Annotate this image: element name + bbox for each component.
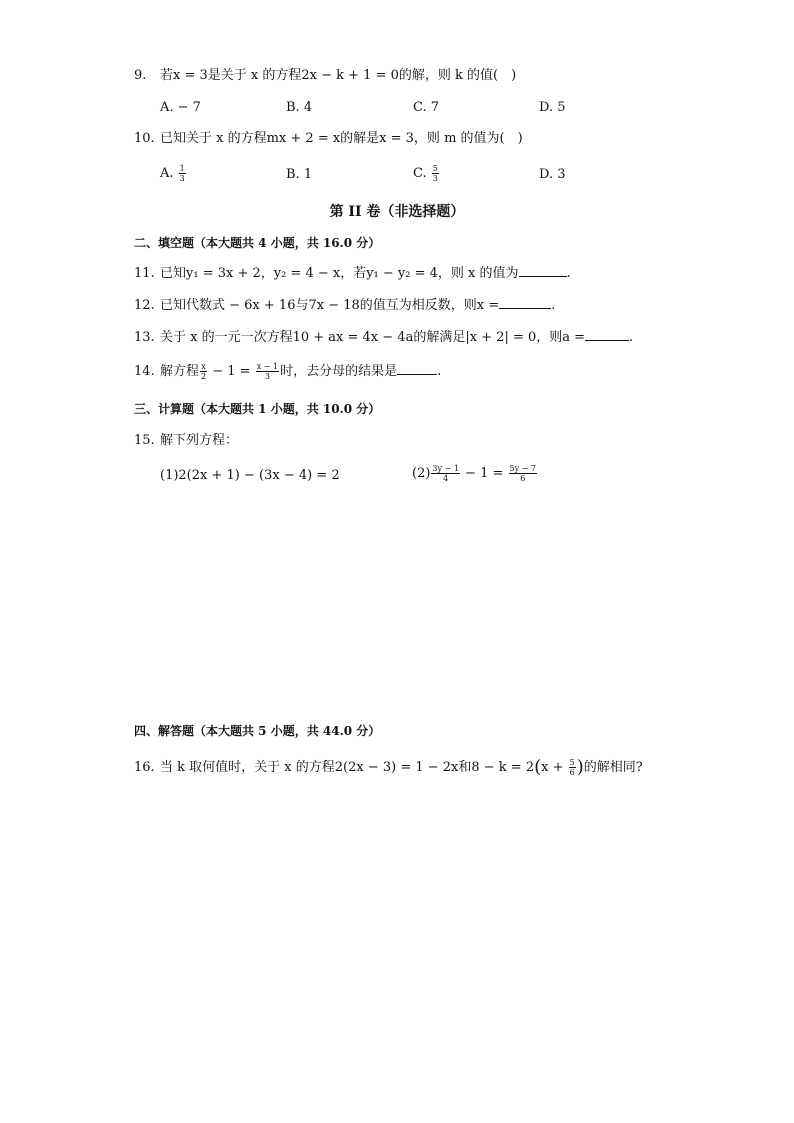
- section-heading: 四、解答题（本大题共 5 小题，共 44.0 分）: [134, 724, 381, 738]
- question-12: [134, 296, 555, 315]
- fraction: [431, 464, 460, 483]
- fraction: [256, 362, 279, 381]
- denominator: 2: [201, 372, 207, 381]
- fraction: [509, 464, 538, 483]
- question-11: [134, 264, 571, 283]
- equation-part: − 1 =: [208, 364, 255, 379]
- section-heading: 三、计算题（本大题共 1 小题，共 10.0 分）: [134, 402, 381, 416]
- question-text: 已知y₁ = 3x + 2，y₂ = 4 − x，若y₁ − y₂ = 4，则 x 的值为: [160, 266, 519, 281]
- numerator: x: [201, 362, 206, 371]
- equation-part: − 1 =: [460, 466, 508, 481]
- question-text: 当 k 取何值时，关于 x 的方程2(2x − 3) = 1 − 2x和8 − k = 2: [160, 760, 535, 775]
- numerator: 5y − 7: [509, 464, 537, 473]
- answer-blank: [499, 296, 551, 309]
- question-14: [134, 362, 441, 381]
- q9-option-d: D. 5: [539, 100, 566, 115]
- q10-option-c: [413, 164, 440, 183]
- q15-sub-1: (1)2(2x + 1) − (3x − 4) = 2: [160, 468, 340, 483]
- option-label: C.: [413, 166, 427, 181]
- q15-sub-2: [412, 464, 538, 483]
- sub-label: (2): [412, 466, 431, 481]
- question-text: 若x = 3是关于 x 的方程2x − k + 1 = 0的解，则 k 的值( ): [160, 68, 517, 83]
- denominator: 6: [569, 768, 575, 777]
- question-text: 解下列方程：: [160, 433, 239, 448]
- denominator: 3: [432, 174, 438, 183]
- question-number: 11.: [134, 266, 155, 281]
- question-text: 解方程: [160, 364, 200, 379]
- question-number: 14.: [134, 364, 155, 379]
- equation-part: x +: [541, 760, 568, 775]
- question-number: 12.: [134, 298, 155, 313]
- numerator: 3y − 1: [432, 464, 459, 473]
- question-15: [134, 432, 238, 450]
- question-text: 已知代数式 − 6x + 16与7x − 18的值互为相反数，则x =: [160, 298, 500, 313]
- question-number: 13.: [134, 330, 155, 345]
- q10-option-d: D. 3: [539, 167, 566, 182]
- part-title: 第 II 卷（非选择题）: [329, 204, 465, 220]
- option-label: A.: [160, 166, 174, 181]
- q10-option-a: [160, 164, 187, 183]
- period: .: [566, 266, 571, 281]
- q9-option-c: C. 7: [413, 100, 440, 115]
- question-text: 关于 x 的一元一次方程10 + ax = 4x − 4a的解满足|x + 2| = 0，则a =: [160, 330, 586, 345]
- denominator: 3: [264, 372, 270, 381]
- fraction: [569, 758, 576, 777]
- section-heading: 二、填空题（本大题共 4 小题，共 16.0 分）: [134, 236, 381, 250]
- fraction: [179, 164, 186, 183]
- question-number: 16.: [134, 760, 155, 775]
- answer-blank: [397, 362, 437, 375]
- question-text: 的解相同?: [583, 760, 643, 775]
- period: .: [629, 330, 634, 345]
- numerator: 1: [179, 164, 185, 173]
- answer-blank: [519, 264, 567, 277]
- denominator: 4: [443, 474, 449, 483]
- numerator: 5: [569, 758, 575, 767]
- denominator: 3: [179, 174, 185, 183]
- numerator: x − 1: [256, 362, 279, 371]
- question-10: [134, 130, 523, 148]
- question-number: 10.: [134, 131, 155, 146]
- q10-option-b: B. 1: [286, 167, 313, 182]
- q9-option-a: A. − 7: [160, 100, 201, 115]
- right-paren: ): [576, 756, 584, 778]
- numerator: 5: [432, 164, 438, 173]
- question-text: 已知关于 x 的方程mx + 2 = x的解是x = 3，则 m 的值为( ): [160, 131, 523, 146]
- period: .: [437, 364, 442, 379]
- q9-option-b: B. 4: [286, 100, 313, 115]
- denominator: 6: [520, 474, 526, 483]
- period: .: [551, 298, 556, 313]
- question-number: 15.: [134, 433, 155, 448]
- left-paren: (: [534, 756, 542, 778]
- fraction: [200, 362, 207, 381]
- answer-blank: [585, 328, 629, 341]
- question-9: [134, 67, 516, 85]
- question-13: [134, 328, 633, 347]
- question-text: 时，去分母的结果是: [280, 364, 398, 379]
- fraction: [432, 164, 439, 183]
- question-number: 9.: [134, 68, 147, 83]
- question-16: [134, 758, 643, 777]
